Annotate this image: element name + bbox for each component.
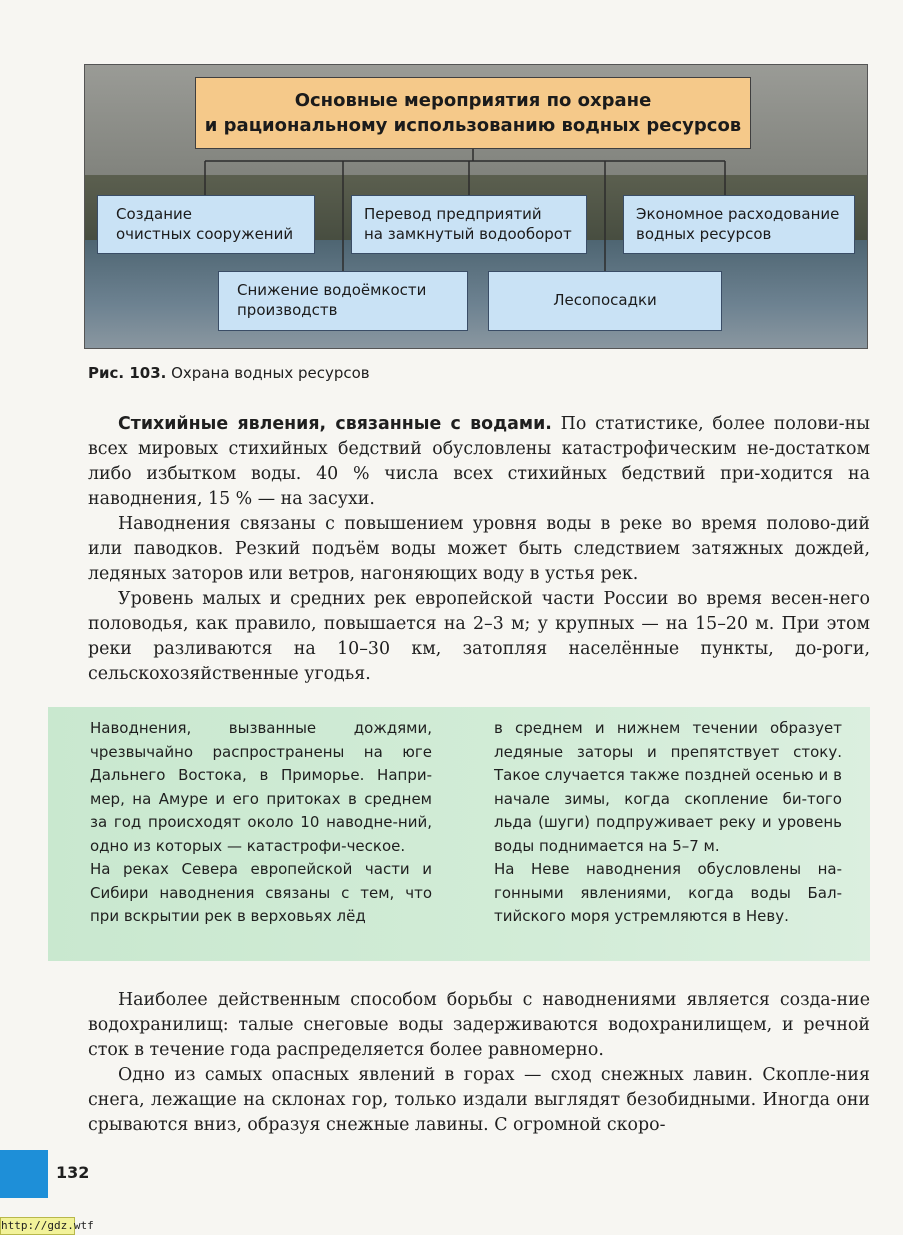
diagram-title-line2: и рациональному использованию водных ресурсов: [204, 115, 742, 136]
sidebox-column-left: [90, 717, 432, 929]
sidebox-text: На Неве наводнения обусловлены на-гонными явлениями, когда воды Бал-тийского моря устремляются в Неву.: [494, 860, 842, 925]
box-water-intensity: [218, 271, 468, 331]
box-line1: Экономное расходование: [636, 205, 840, 223]
box-line2: очистных сооружений: [116, 225, 294, 243]
sidebox-column-right: [494, 717, 842, 929]
paragraph-4: [88, 988, 870, 1063]
sidebox-text: На реках Севера европейской части и Сибири наводнения связаны с тем, что при вскрытии рек в верховьях лёд: [90, 860, 432, 925]
diagram-title-line1: Основные мероприятия по охране: [294, 90, 652, 111]
sidebox-text: Наводнения, вызванные дождями, чрезвычайно распространены на юге Дальнего Востока, в Приморье. Напри-мер, на Амуре и его притоках в среднем за год происходят около 10 наводне-ний, одно из которых — катастрофи-ческое.: [90, 719, 432, 855]
box-economical-use: [623, 195, 855, 254]
box-line1: Создание: [116, 205, 192, 223]
paragraph-5: [88, 1063, 870, 1138]
paragraph-text: Одно из самых опасных явлений в горах — сход снежных лавин. Скопле-ния снега, лежащие на склонах гор, только издали выглядят безобидными. Иногда они срываются вниз, образуя снежные лавины. С огромной скоро-: [88, 1065, 870, 1135]
box-afforestation: [488, 271, 722, 331]
page-tab-marker: [0, 1150, 48, 1198]
paragraph-heading: Стихийные явления, связанные с водами.: [118, 414, 552, 434]
paragraph-2: [88, 512, 870, 587]
figure-103: [84, 64, 868, 349]
caption-label: Рис. 103.: [88, 364, 167, 382]
box-line2: на замкнутый водооборот: [364, 225, 572, 243]
paragraph-text: Наводнения связаны с повышением уровня воды в реке во время полово-дий или паводков. Резкий подъём воды может быть следствием затяжных дождей, ледяных заторов или ветров, нагоняющих воду в устья рек.: [88, 514, 870, 584]
paragraph-text: По статистике, более полови-ны всех мировых стихийных бедствий обусловлены катастрофическим не-достатком либо избытком воды. 40 % числа всех стихийных бедствий при-ходится на наводнения, 15 % — на засухи.: [88, 414, 871, 509]
box-line1: Снижение водоёмкости: [237, 281, 427, 299]
paragraph-3: [88, 587, 870, 687]
info-sidebox: [48, 707, 870, 961]
diagram-title-box: [195, 77, 751, 149]
box-treatment-facilities: [97, 195, 315, 254]
figure-caption: [88, 364, 370, 382]
paragraph-text: Уровень малых и средних рек европейской части России во время весен-него половодья, как правило, повышается на 2–3 м; у крупных — на 15–20 м. При этом реки разливаются на 10–30 км, затопляя населённые пункты, до-роги, сельскохозяйственные угодья.: [88, 589, 870, 684]
caption-text: Охрана водных ресурсов: [171, 364, 370, 382]
box-line2: производств: [237, 301, 338, 319]
box-line1: Перевод предприятий: [364, 205, 542, 223]
page-number: 132: [56, 1163, 90, 1182]
box-closed-water-cycle: [351, 195, 587, 254]
paragraph-text: Наиболее действенным способом борьбы с наводнениями является созда-ние водохранилищ: талые снеговые воды задерживаются водохранилищем, и речной сток в течение года распределяется более равномерно.: [88, 990, 870, 1060]
sidebox-text: в среднем и нижнем течении образует ледяные заторы и препятствует стоку. Такое случается также поздней осенью и в начале зимы, когда скопление би-того льда (шуги) подпруживает реку и уровень воды поднимается на 5–7 м.: [494, 719, 842, 855]
paragraph-1: [88, 412, 870, 512]
box-line2: водных ресурсов: [636, 225, 772, 243]
watermark-link[interactable]: http://gdz.wtf: [0, 1217, 75, 1235]
box-line1: Лесопосадки: [553, 291, 657, 309]
